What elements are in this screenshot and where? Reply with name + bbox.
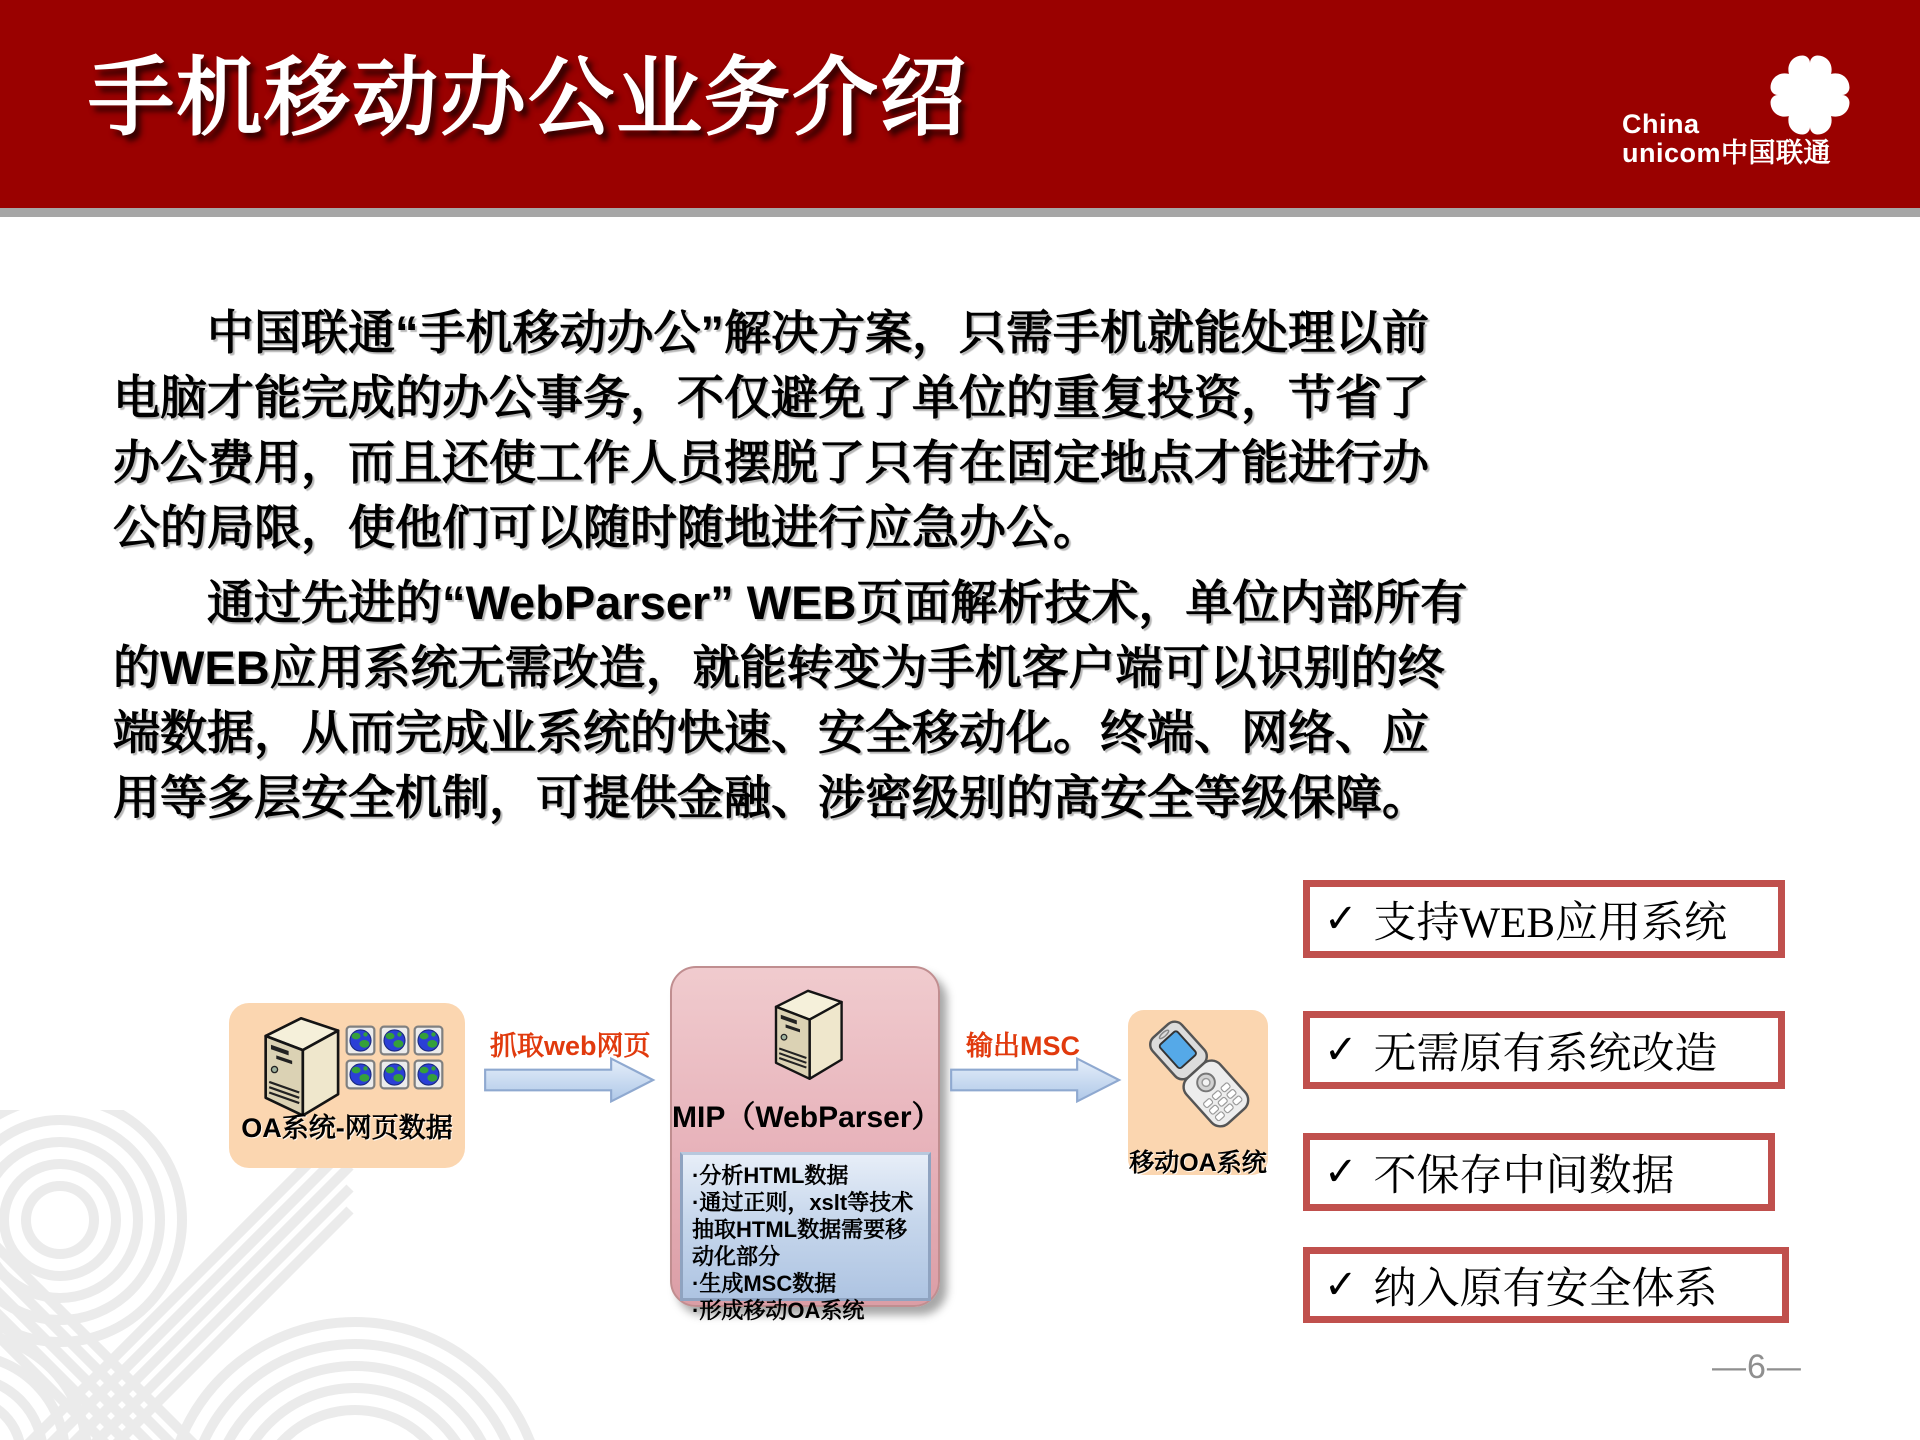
logo-line-china: China: [1622, 109, 1700, 139]
feature-label: 无需原有系统改造: [1373, 1030, 1718, 1078]
feature-box-web-support: [1303, 880, 1785, 958]
mobile-oa-box: [1128, 1010, 1268, 1175]
globe-icon: [379, 1059, 410, 1090]
unicom-logo-text: [1622, 110, 1831, 168]
globe-icon: [345, 1025, 376, 1056]
mip-detail-panel: [680, 1152, 931, 1323]
paragraph-2: 通过先进的“WebParser” WEB页面解析技术，单位内部所有的WEB应用系统无需改造，就能转变为手机客户端可以识别的终端数据，从而完成业系统的快速、安全移动化。终端、网络、应用等多层安全机制，可提供金融、涉密级别的高安全等级保障。: [113, 576, 1468, 824]
header-divider: [0, 208, 1920, 217]
web-pages-icons: [345, 1025, 447, 1090]
arrow-label-fetch: 抓取web网页: [490, 1031, 651, 1061]
logo-line-unicom: unicom中国联通: [1622, 138, 1832, 168]
page-number: —6—: [1712, 1348, 1802, 1386]
right-arrow-icon: [472, 1056, 668, 1104]
check-icon: ✓: [1324, 1262, 1358, 1308]
oa-system-label: OA系统-网页数据: [241, 1113, 453, 1143]
globe-icon: [413, 1025, 444, 1056]
check-icon: ✓: [1324, 1149, 1358, 1195]
mip-bullet: ·形成移动OA系统: [692, 1298, 865, 1323]
feature-label: 支持WEB应用系统: [1373, 899, 1728, 947]
feature-box-no-intermediate-data: [1303, 1133, 1775, 1211]
china-unicom-logo: [1610, 44, 1870, 174]
right-arrow-icon: [948, 1056, 1124, 1104]
mip-bullet: ·分析HTML数据: [692, 1163, 849, 1188]
feature-box-security-integration: [1303, 1247, 1789, 1323]
feature-box-no-rebuild: [1303, 1011, 1785, 1089]
feature-label: 不保存中间数据: [1373, 1152, 1675, 1200]
globe-icon: [379, 1025, 410, 1056]
paragraph-1: 中国联通“手机移动办公”解决方案，只需手机就能处理以前电脑才能完成的办公事务，不仅避免了单位的重复投资，节省了办公费用，而且还使工作人员摆脱了只有在固定地点才能进行办公的局限，使他们可以随时随地进行应急办公。: [113, 306, 1429, 554]
flip-phone-icon: [1144, 1014, 1252, 1140]
mip-bullet: ·通过正则，xslt等技术抽取HTML数据需要移动化部分: [692, 1190, 914, 1269]
server-icon: [255, 1013, 347, 1119]
mip-title: MIP（WebParser）: [672, 1101, 942, 1134]
body-text: [113, 300, 1473, 840]
page-title: 手机移动办公业务介绍: [88, 50, 968, 146]
oa-system-box: [229, 1003, 465, 1168]
slide-header: [0, 0, 1920, 208]
mip-bullet: ·生成MSC数据: [692, 1271, 837, 1296]
check-icon: ✓: [1324, 896, 1358, 942]
arrow-label-output: 输出MSC: [966, 1031, 1080, 1061]
feature-label: 纳入原有安全体系: [1373, 1265, 1718, 1313]
check-icon: ✓: [1324, 1027, 1358, 1073]
mip-webparser-box: [670, 966, 942, 1323]
mobile-oa-label: 移动OA系统: [1129, 1149, 1267, 1177]
globe-icon: [413, 1059, 444, 1090]
server-icon: [768, 984, 848, 1084]
globe-icon: [345, 1059, 376, 1090]
